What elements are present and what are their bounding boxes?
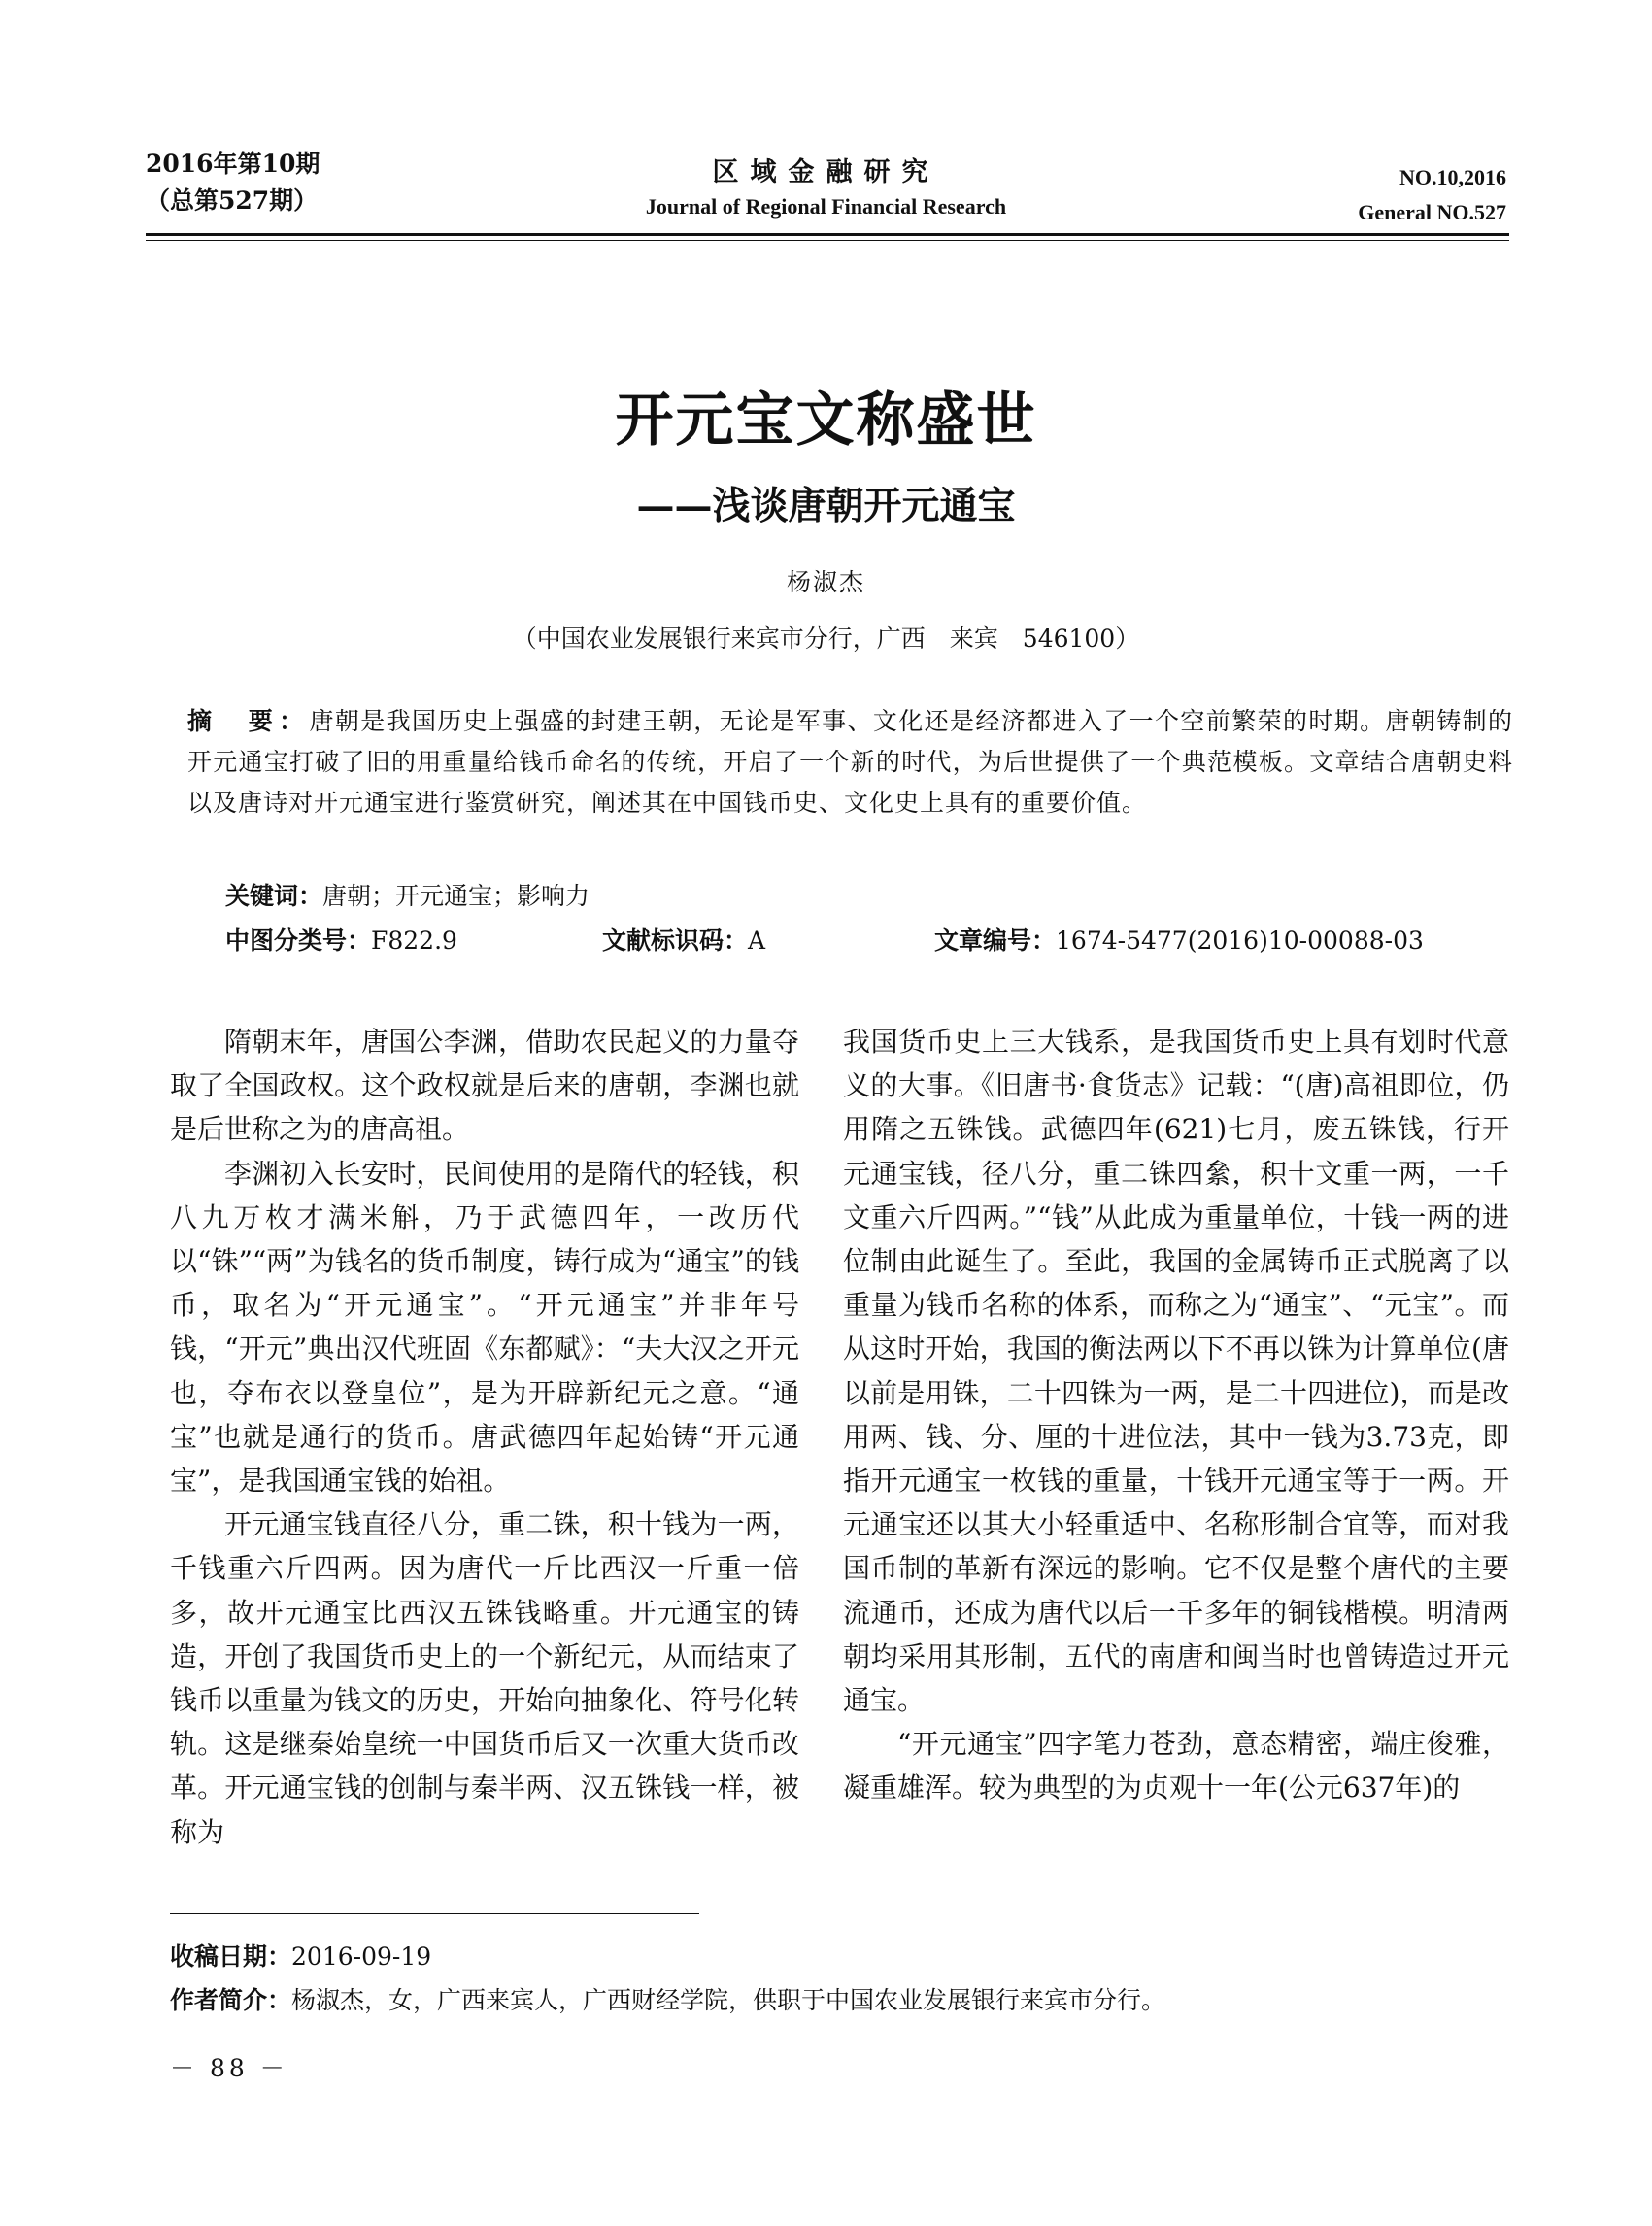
article-id-value: 1674-5477(2016)10-00088-03 (1056, 927, 1424, 955)
body-column-left (170, 1020, 799, 1854)
paragraph-continued: 我国货币史上三大钱系，是我国货币史上具有划时代意义的大事。《旧唐书·食货志》记载：“(唐)高祖即位，仍用隋之五铢钱。武德四年(621)七月，废五铢钱，行开元通宝钱，径八分，重二铢四絫，积十文重一两，一千文重六斤四两。”“钱”从此成为重量单位，十钱一两的进位制由此诞生了。至此，我国的金属铸币正式脱离了以重量为钱币名称的体系，而称之为“通宝”、“元宝”。而从这时开始，我国的衡法两以下不再以铢为计算单位(唐以前是用铢，二十四铢为一两，是二十四进位)，而是改用两、钱、分、厘的十进位法，其中一钱为3.73克，即指开元通宝一枚钱的重量，十钱开元通宝等于一两。开元通宝还以其大小轻重适中、名称形制合宜等，而对我国币制的革新有深远的影响。它不仅是整个唐代的主要流通币，还成为唐代以后一千多年的铜钱楷模。明清两朝均采用其形制，五代的南唐和闽当时也曾铸造过开元通宝。 (843, 1026, 1509, 1717)
paragraph: 李渊初入长安时，民间使用的是隋代的轻钱，积八九万枚才满米斛，乃于武德四年，一改历代以“铢”“两”为钱名的货币制度，铸行成为“通宝”的钱币，取名为“开元通宝”。“开元通宝”并非年号钱，“开元”典出汉代班固《东都赋》：“夫大汉之开元也，夺布衣以登皇位”，是为开辟新纪元之意。“通宝”也就是通行的货币。唐武德四年起始铸“开元通宝”，是我国通宝钱的始祖。 (170, 1157, 799, 1498)
paragraph: 隋朝末年，唐国公李渊，借助农民起义的力量夺取了全国政权。这个政权就是后来的唐朝，李渊也就是后世称之为的唐高祖。 (170, 1026, 799, 1146)
document-code-label: 文献标识码： (602, 927, 749, 955)
received-date-label: 收稿日期： (170, 1942, 292, 1971)
issue-number-line-1: NO.10,2016 (1399, 165, 1506, 189)
footnote-rule (170, 1913, 699, 1914)
article-id-label: 文章编号： (934, 927, 1057, 955)
author-bio-text: 杨淑杰，女，广西来宾人，广西财经学院，供职于中国农业发展银行来宾市分行。 (291, 1986, 1166, 2014)
abstract (187, 701, 1513, 824)
clc-value: F822.9 (371, 927, 457, 955)
classification-row (225, 921, 1517, 961)
received-date (170, 1938, 431, 1976)
author-bio (170, 1981, 1165, 2020)
received-date-value: 2016-09-19 (291, 1942, 432, 1971)
paragraph: 开元通宝钱直径八分，重二铢，积十钱为一两，千钱重六斤四两。因为唐代一斤比西汉一斤重一倍多，故开元通宝比西汉五铢钱略重。开元通宝的铸造，开创了我国货币史上的一个新纪元，从而结束了钱币以重量为钱文的历史，开始向抽象化、符号化转轨。这是继秦始皇统一中国货币后又一次重大货币改革。开元通宝钱的创制与秦半两、汉五铢钱一样，被称为 (170, 1508, 799, 1848)
author-bio-label: 作者简介： (170, 1986, 292, 2014)
journal-name-en: Journal of Regional Financial Research (645, 194, 1007, 219)
keywords-text: 唐朝；开元通宝；影响力 (322, 882, 590, 910)
author-name: 杨淑杰 (786, 568, 865, 596)
issue-line-2: （总第527期） (146, 186, 319, 215)
issue-number-line-2: General NO.527 (1358, 200, 1506, 224)
header-rule-thick (146, 233, 1509, 236)
keywords (225, 876, 590, 917)
document-code-value: A (748, 927, 766, 955)
paragraph: “开元通宝”四字笔力苍劲，意态精密，端庄俊雅，凝重雄浑。较为典型的为贞观十一年(公元637年)的 (843, 1728, 1509, 1804)
clc-number (225, 921, 457, 961)
issue-line-1: 2016年第10期 (146, 150, 320, 178)
issue-number (1358, 160, 1506, 230)
author-affiliation: （中国农业发展银行来宾市分行，广西 来宾 546100） (512, 624, 1140, 653)
article-id (934, 921, 1424, 961)
journal-name-cn: 区域金融研究 (712, 157, 940, 187)
clc-label: 中图分类号： (225, 927, 372, 955)
document-code (602, 921, 765, 961)
article-subtitle: ——浅谈唐朝开元通宝 (636, 484, 1016, 528)
body-column-right (843, 1020, 1509, 1810)
abstract-label: 摘 要： (187, 707, 310, 735)
page-number: － 88 － (170, 2054, 288, 2082)
article-title: 开元宝文称盛世 (615, 387, 1037, 455)
abstract-text: 唐朝是我国历史上强盛的封建王朝，无论是军事、文化还是经济都进入了一个空前繁荣的时期。唐朝铸制的开元通宝打破了旧的用重量给钱币命名的传统，开启了一个新的时代，为后世提供了一个典范模板。文章结合唐朝史料以及唐诗对开元通宝进行鉴赏研究，阐述其在中国钱币史、文化史上具有的重要价值。 (187, 707, 1513, 817)
header-rule-thin (146, 240, 1509, 241)
keywords-label: 关键词： (225, 882, 323, 910)
